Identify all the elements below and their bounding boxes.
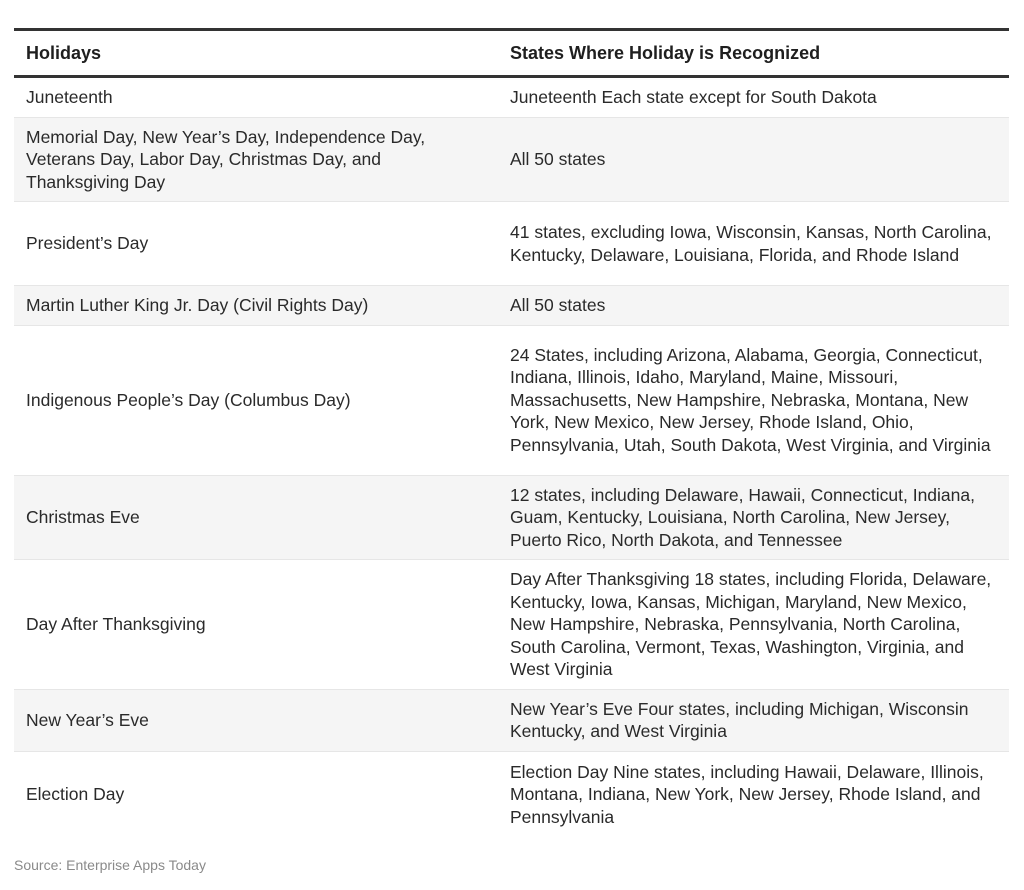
holiday-cell: President’s Day xyxy=(14,202,500,286)
holiday-cell: Indigenous People’s Day (Columbus Day) xyxy=(14,325,500,475)
states-cell: 12 states, including Delaware, Hawaii, Connecticut, Indiana, Guam, Kentucky, Louisiana, North Carolina, New Jersey, Puerto Rico, North Dakota, and Tennessee xyxy=(500,475,1009,560)
states-cell: 24 States, including Arizona, Alabama, Georgia, Connecticut, Indiana, Illinois, Idaho, Maryland, Maine, Missouri, Massachusetts, New Hampshire, Nebraska, Montana, New York, New Mexico, New Jersey, Rhode Island, Ohio, Pennsylvania, Utah, South Dakota, West Virginia, and Virginia xyxy=(500,325,1009,475)
states-cell: Day After Thanksgiving 18 states, including Florida, Delaware, Kentucky, Iowa, Kansas, Michigan, Maryland, New Mexico, New Hampshire, Nebraska, Pennsylvania, North Carolina, South Carolina, Vermont, Texas, Washington, Virginia, and West Virginia xyxy=(500,560,1009,690)
table-row xyxy=(14,475,1009,560)
column-header-states: States Where Holiday is Recognized xyxy=(510,42,821,63)
states-cell: New Year’s Eve Four states, including Michigan, Wisconsin Kentucky, and West Virginia xyxy=(500,689,1009,751)
table-row xyxy=(14,689,1009,751)
states-cell: Juneteenth Each state except for South Dakota xyxy=(500,77,1009,118)
column-header-holidays: Holidays xyxy=(26,42,102,63)
holiday-cell: New Year’s Eve xyxy=(14,689,500,751)
states-cell: 41 states, excluding Iowa, Wisconsin, Kansas, North Carolina, Kentucky, Delaware, Louisiana, Florida, and Rhode Island xyxy=(500,202,1009,286)
holiday-cell: Memorial Day, New Year’s Day, Independence Day, Veterans Day, Labor Day, Christmas Day, and Thanksgiving Day xyxy=(14,117,500,202)
holiday-cell: Election Day xyxy=(26,784,125,804)
table-row xyxy=(14,117,1009,202)
source-caption: Source: Enterprise Apps Today xyxy=(14,857,206,873)
table-header-row xyxy=(14,30,1009,77)
states-cell: Election Day Nine states, including Hawaii, Delaware, Illinois, Montana, Indiana, New York, New Jersey, Rhode Island, and Pennsylvania xyxy=(510,761,984,827)
holiday-cell: Christmas Eve xyxy=(14,475,500,560)
holidays-table xyxy=(14,28,1009,837)
states-cell: All 50 states xyxy=(500,117,1009,202)
table-row xyxy=(14,751,1009,837)
table-row xyxy=(14,286,1009,326)
holiday-cell: Juneteenth xyxy=(14,77,500,118)
states-cell: All 50 states xyxy=(500,286,1009,326)
table-row xyxy=(14,202,1009,286)
holidays-table-container xyxy=(14,28,1009,837)
holiday-cell: Day After Thanksgiving xyxy=(14,560,500,690)
table-row xyxy=(14,77,1009,118)
table-row xyxy=(14,560,1009,690)
table-row xyxy=(14,325,1009,475)
holiday-cell: Martin Luther King Jr. Day (Civil Rights Day) xyxy=(14,286,500,326)
